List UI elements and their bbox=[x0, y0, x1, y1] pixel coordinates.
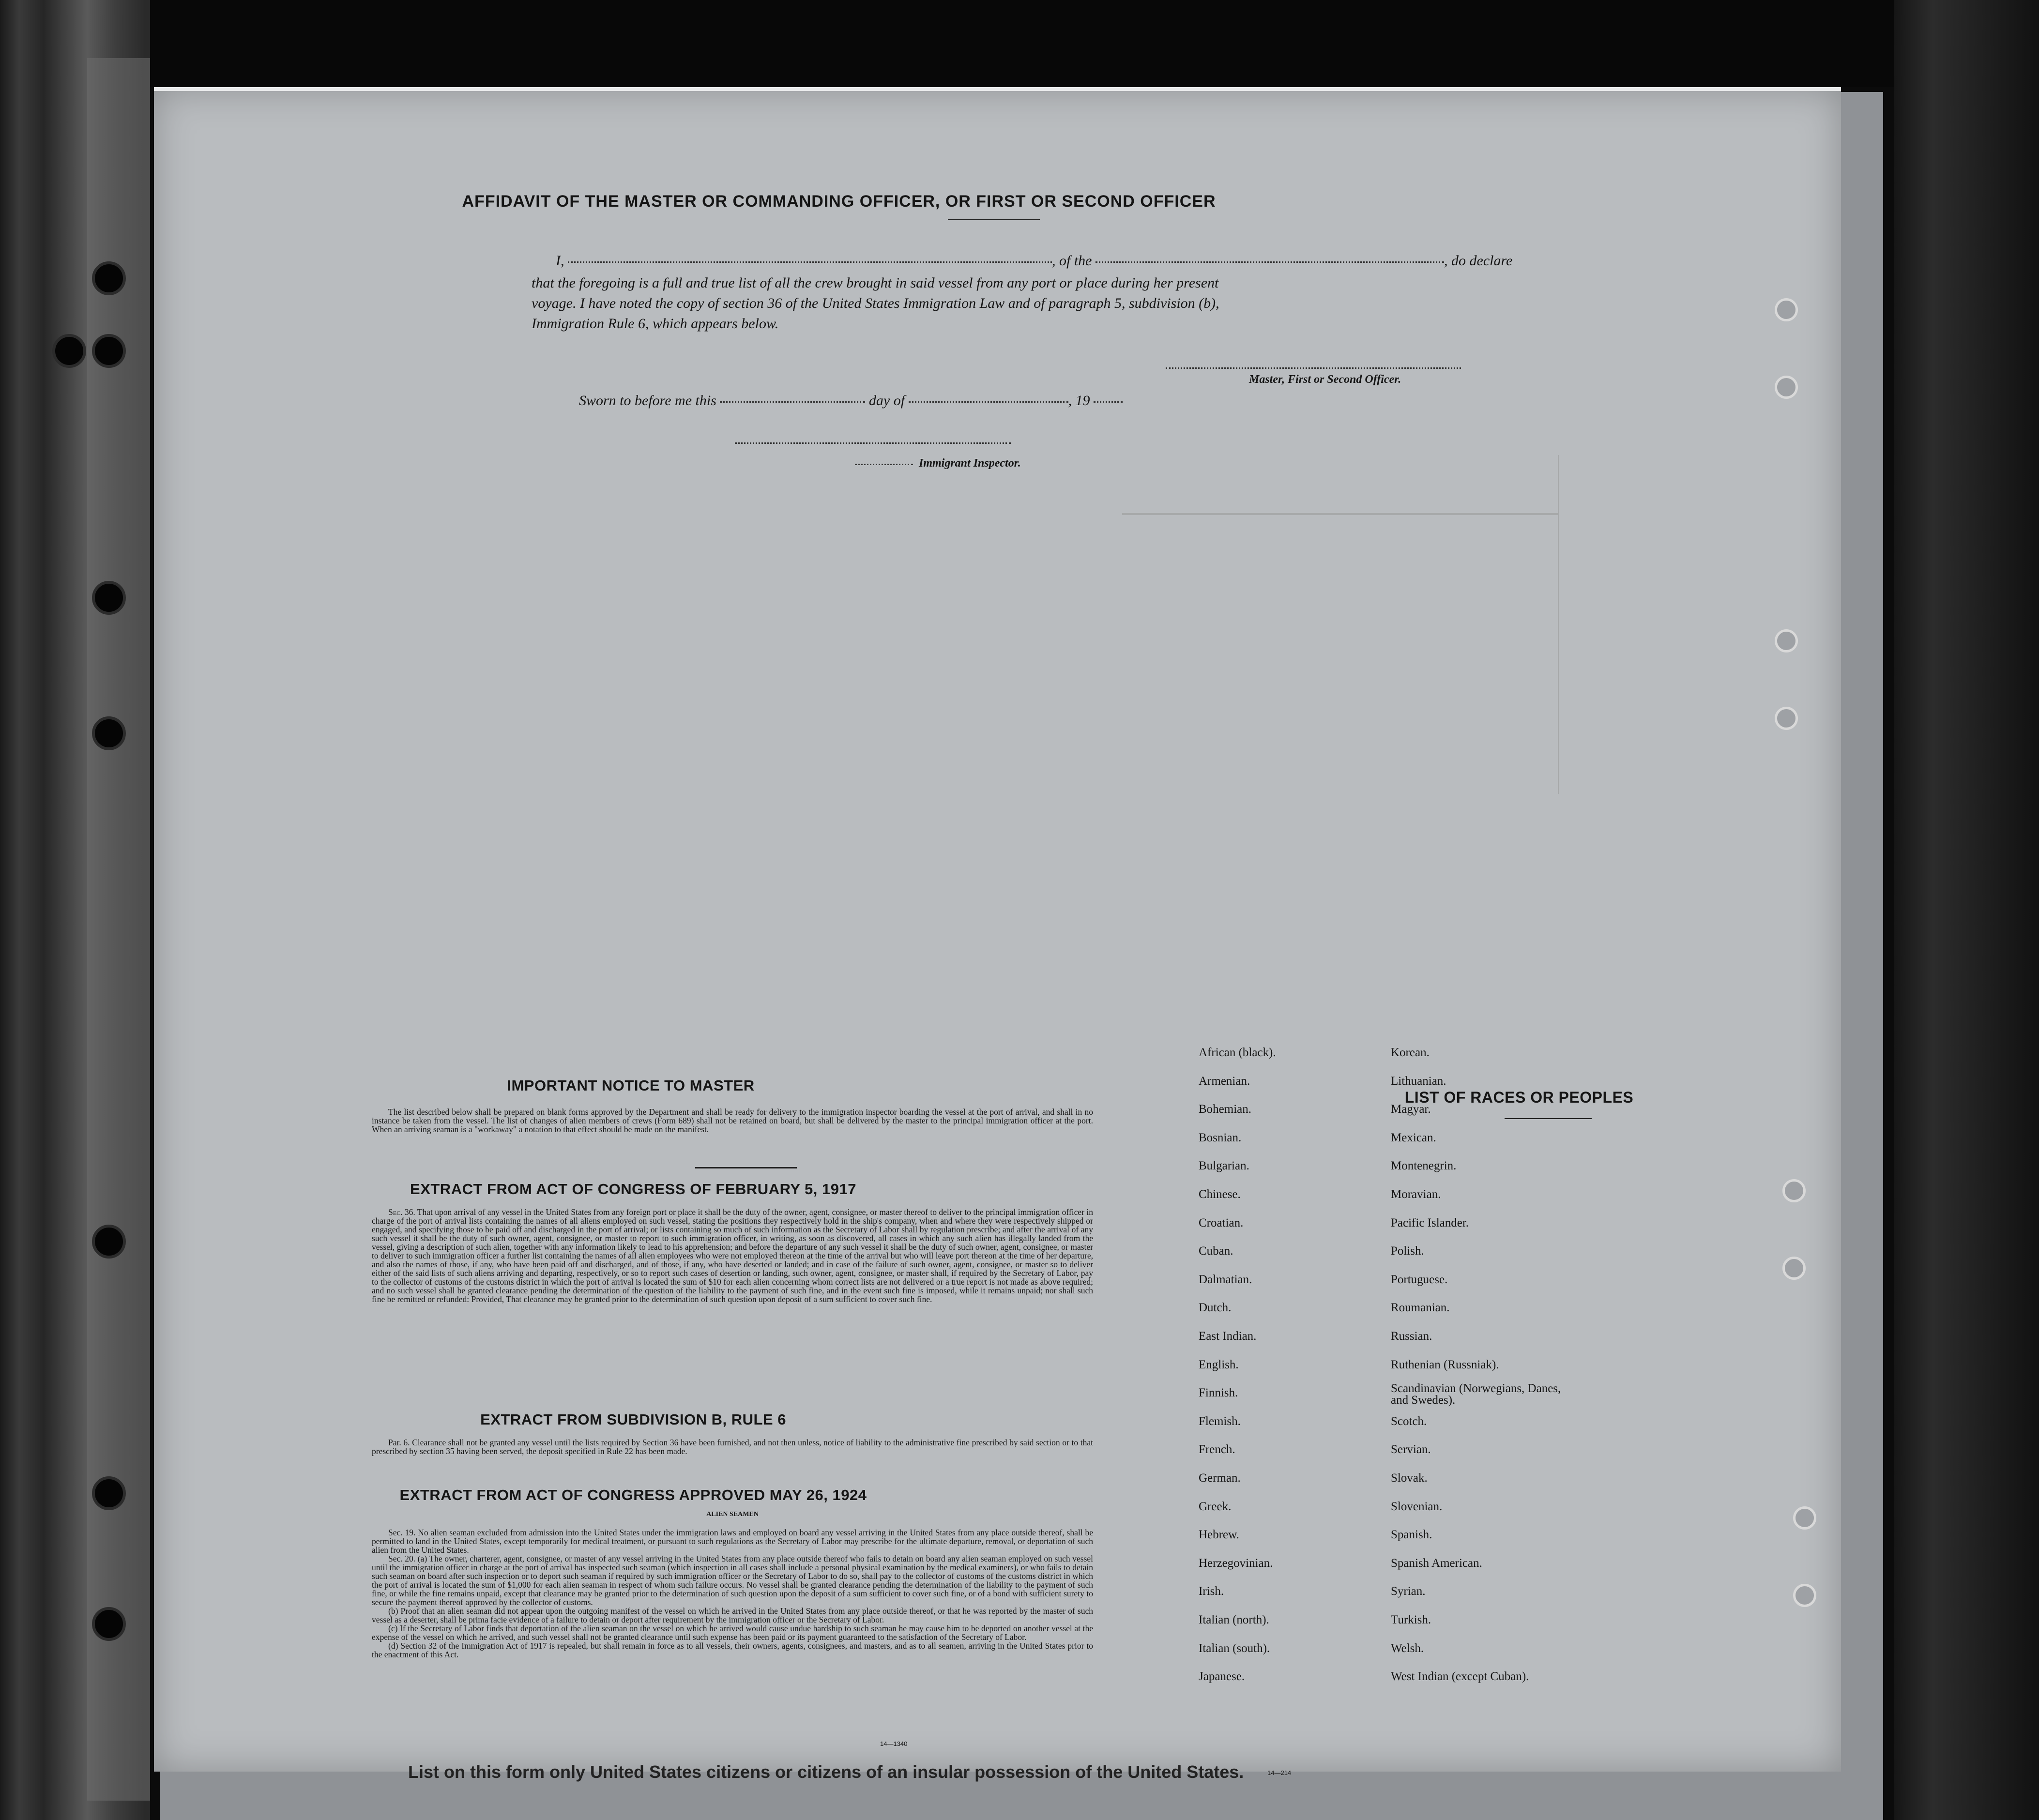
race-item: German. bbox=[1199, 1471, 1241, 1485]
vessel-of-label: , of the bbox=[1052, 253, 1092, 269]
binder-hole bbox=[92, 261, 126, 295]
sec-20c-paragraph: (c) If the Secretary of Labor finds that deportation of the alien seaman on the vessel on which he arrived would cause undue hardship to such seaman he may cause him to be deported on another vessel at the expense of the vessel on which he arrived, and such vessel shall not be granted clearance until such expense has been paid or its payment guaranteed to the satisfaction of the Secretary of Labor. bbox=[372, 1623, 1093, 1642]
affidavit-body-2: voyage. I have noted the copy of section 36 of the United States Immigration Law and of paragraph 5, subdivision (b), bbox=[532, 295, 1219, 311]
section-rule bbox=[695, 1167, 797, 1168]
section-36-label: Sec. 36. bbox=[388, 1207, 415, 1217]
race-item: West Indian (except Cuban). bbox=[1391, 1670, 1529, 1684]
punch-hole bbox=[1775, 298, 1798, 321]
top-edge bbox=[0, 0, 2039, 87]
race-item: Pacific Islander. bbox=[1391, 1216, 1469, 1229]
races-title: LIST OF RACES OR PEOPLES bbox=[1404, 1089, 1634, 1106]
affidavit-body-3: Immigration Rule 6, which appears below. bbox=[532, 316, 779, 332]
race-item: Ruthenian (Russniak). bbox=[1391, 1358, 1499, 1371]
section-36-text: That upon arrival of any vessel in the United States from any foreign port or place it shall be the duty of the owner, agent, consignee, or master thereof to deliver to the principal immigration officer in charge of the port of arrival lists containing the names of all aliens employed on such vessel, stating the positions they respectively hold in the ship's company, when and where they were respectively shipped or engaged, and specifying those to be paid off and discharged in the port of arrival; or lists containing so much of such information as the Secretary of Labor shall by regulation prescribe; and after the arrival of any such vessel it shall be the duty of such owner, agent, consignee, or master to report to such immigration officer, in writing, as soon as discovered, all cases in which any such alien has illegally landed from the vessel, giving a description of such alien, together with any information likely to lead to his apprehension; and before the departure of any such vessel it shall be the duty of such owner, agent, consignee, or master to deliver to such immigration officer a further list containing the names of all alien employees who were not employed thereon at the time of the arrival but who will leave port thereon at the time of her departure, and also the names of those, if any, who have been paid off and discharged, and of those, if any, who have deserted or landed; and in case of the failure of such owner, agent, consignee, or master so to deliver either of the said lists of such aliens arriving and departing, respectively, or so to report such cases of desertion or landing, such owner, agent, consignee, or master shall, if required by the Secretary of Labor, pay to the collector of customs of the customs district in which the port of arrival is located the sum of $10 for each alien concerning whom correct lists are not delivered or a true report is not made as above required; and no such vessel shall be granted clearance pending the determination of the question of the liability to the payment of such fine, and in the event such fine is imposed, while it remains unpaid; nor shall such fine be remitted or refunded: Provided, That clearance may be granted prior to the determination of such question upon deposit of a sum sufficient to cover such fine. bbox=[372, 1207, 1093, 1304]
race-item: Hebrew. bbox=[1199, 1528, 1239, 1542]
race-item: Russian. bbox=[1391, 1330, 1432, 1343]
binder-hole bbox=[92, 581, 126, 615]
punch-hole bbox=[1775, 629, 1798, 652]
race-item: Dutch. bbox=[1199, 1301, 1232, 1315]
sworn-line bbox=[579, 390, 1257, 411]
title-rule bbox=[948, 219, 1040, 220]
punch-hole bbox=[1782, 1179, 1806, 1202]
extract-rule6-text bbox=[372, 1438, 1093, 1456]
race-item: East Indian. bbox=[1199, 1330, 1257, 1343]
race-item: Dalmatian. bbox=[1199, 1273, 1252, 1286]
race-item: English. bbox=[1199, 1358, 1239, 1371]
race-item: Slovak. bbox=[1391, 1471, 1428, 1485]
race-item: Roumanian. bbox=[1391, 1301, 1450, 1315]
race-item: Herzegovinian. bbox=[1199, 1556, 1273, 1570]
race-item: African (black). bbox=[1199, 1046, 1276, 1059]
declare-label: , do declare bbox=[1444, 253, 1513, 269]
declaration-line bbox=[556, 250, 1621, 272]
binder-hole bbox=[92, 1476, 126, 1510]
rule6-paragraph: Par. 6. Clearance shall not be granted any vessel until the lists required by Section 36 have been furnished, and not then unless, notice of liability to the administrative fine prescribed by said section or to that prescribed by section 35 having been served, the deposit specified in Rule 22 has been made. bbox=[372, 1438, 1093, 1456]
race-item: Magyar. bbox=[1391, 1103, 1431, 1116]
inspector-label: Immigrant Inspector. bbox=[919, 457, 1021, 470]
race-item: Spanish American. bbox=[1391, 1556, 1482, 1570]
race-item: Flemish. bbox=[1199, 1414, 1241, 1428]
race-item: Servian. bbox=[1391, 1443, 1431, 1456]
vessel-name-field[interactable] bbox=[1096, 261, 1444, 263]
sheet-edge bbox=[154, 87, 1841, 91]
extract-rule6-title: EXTRACT FROM SUBDIVISION B, RULE 6 bbox=[480, 1411, 786, 1428]
declarant-name-field[interactable] bbox=[568, 261, 1052, 263]
race-item: Lithuanian. bbox=[1391, 1074, 1446, 1088]
footer-form-number: 14—214 bbox=[1267, 1769, 1292, 1776]
right-page-edge bbox=[1894, 0, 2039, 1820]
sworn-month-field[interactable] bbox=[909, 401, 1068, 403]
race-item: Croatian. bbox=[1199, 1216, 1244, 1229]
alien-seamen-subtitle: ALIEN SEAMEN bbox=[706, 1511, 759, 1518]
race-item: Greek. bbox=[1199, 1500, 1232, 1513]
race-item: Chinese. bbox=[1199, 1188, 1241, 1201]
binder-hole bbox=[92, 1607, 126, 1641]
race-item: Scotch. bbox=[1391, 1414, 1427, 1428]
race-item: Scandinavian (Norwegians, Danes, and Swedes). bbox=[1391, 1382, 1561, 1407]
extract-1924-title: EXTRACT FROM ACT OF CONGRESS APPROVED MAY 26, 1924 bbox=[399, 1486, 867, 1503]
race-item: Slovenian. bbox=[1391, 1500, 1443, 1513]
extract-1917-text bbox=[372, 1208, 1093, 1304]
punch-hole bbox=[1793, 1584, 1816, 1607]
notice-form-number: 14—1340 bbox=[880, 1740, 908, 1747]
punch-hole bbox=[1793, 1506, 1816, 1530]
manifest-sheet bbox=[154, 87, 1841, 1782]
race-item: Syrian. bbox=[1391, 1585, 1426, 1598]
race-item: Turkish. bbox=[1391, 1613, 1431, 1626]
sec-20b-paragraph: (b) Proof that an alien seaman did not appear upon the outgoing manifest of the vessel on which he arrived in the United States from any place outside thereof, or that he was reported by the master of such vessel as a deserter, shall be prima facie evidence of a failure to detain or deport after requirement by the immigration officer or the Secretary of Labor. bbox=[372, 1606, 1093, 1624]
sec-20a-paragraph: Sec. 20. (a) The owner, charterer, agent, consignee, or master of any vessel arriving in the United States from any place outside thereof who fails to detain on board any alien seaman employed on such vessel until the immigration officer in charge at the port of arrival has inspected such seaman (which inspection in all cases shall include a personal physical examination by the medical examiners), or who fails to detain such seaman on board after such inspection or to deport such seaman if required by such immigration officer or the Secretary of Labor to do so, shall pay to the collector of customs of the customs district in which the port of arrival is located the sum of $1,000 for each alien seaman in respect of whom such failure occurs. No vessel shall be granted clearance pending the determination of the liability to the payment of such fine, or while the fine remains unpaid, except that clearance may be granted prior to the determination of such question upon the deposit of a sum sufficient to cover such fine, or of a bond with sufficient surety to secure the payment thereof approved by the collector of customs. bbox=[372, 1554, 1093, 1607]
race-item: Italian (north). bbox=[1199, 1613, 1269, 1626]
race-item: Japanese. bbox=[1199, 1670, 1245, 1684]
sworn-year-field[interactable] bbox=[1094, 401, 1123, 403]
binder-hole bbox=[92, 334, 126, 368]
race-item: Bosnian. bbox=[1199, 1131, 1242, 1144]
notice-title: IMPORTANT NOTICE TO MASTER bbox=[507, 1077, 755, 1094]
race-item: Mexican. bbox=[1391, 1131, 1436, 1144]
race-item: Spanish. bbox=[1391, 1528, 1432, 1542]
declarant-label: I, bbox=[556, 253, 564, 269]
sworn-day-field[interactable] bbox=[720, 401, 865, 403]
master-signature-label: Master, First or Second Officer. bbox=[1249, 373, 1401, 386]
bleed-through bbox=[1558, 455, 1578, 794]
race-item: Bohemian. bbox=[1199, 1103, 1252, 1116]
footer-notice: List on this form only United States citizens or citizens of an insular possession of the United States. bbox=[408, 1762, 1244, 1782]
race-item: Korean. bbox=[1391, 1046, 1430, 1059]
notice-text bbox=[372, 1107, 1093, 1134]
affidavit-title: AFFIDAVIT OF THE MASTER OR COMMANDING OFFICER, OR FIRST OR SECOND OFFICER bbox=[462, 192, 1216, 211]
race-item: Irish. bbox=[1199, 1585, 1224, 1598]
sworn-label: Sworn to before me this bbox=[579, 393, 716, 409]
extract-1917-title: EXTRACT FROM ACT OF CONGRESS OF FEBRUARY 5, 1917 bbox=[410, 1181, 856, 1198]
notice-paragraph: The list described below shall be prepared on blank forms approved by the Department and shall be ready for delivery to the immigration inspector boarding the vessel at the port of arrival, and shall in no instance be taken from the vessel. The list of changes of alien members of crews (Form 689) shall not be retained on board, but shall be delivered by the master to the principal immigration officer at the port. When an arriving seaman is a "workaway" a notation to that effect should be made on the manifest. bbox=[372, 1107, 1093, 1134]
race-item: Bulgarian. bbox=[1199, 1159, 1249, 1173]
affidavit-body-1: that the foregoing is a full and true list of all the crew brought in said vessel from any port or place during her present bbox=[532, 275, 1219, 291]
inspector-dots bbox=[855, 464, 913, 465]
binder-strip-inner bbox=[87, 58, 150, 1801]
race-item: Welsh. bbox=[1391, 1641, 1424, 1655]
binder-hole bbox=[52, 334, 86, 368]
punch-hole bbox=[1775, 376, 1798, 399]
race-item: Italian (south). bbox=[1199, 1641, 1270, 1655]
bleed-through bbox=[1122, 513, 1558, 515]
binder-hole bbox=[92, 1225, 126, 1259]
race-item: Armenian. bbox=[1199, 1074, 1250, 1088]
extract-1924-text bbox=[372, 1528, 1093, 1659]
race-item: Portuguese. bbox=[1391, 1273, 1448, 1286]
sec-20d-paragraph: (d) Section 32 of the Immigration Act of 1917 is repealed, but shall remain in force as to all vessels, their owners, agents, consignees, and masters, and as to all seamen, arriving in the United States prior to the enactment of this Act. bbox=[372, 1641, 1093, 1659]
day-of-label: day of bbox=[868, 393, 905, 409]
binder-hole bbox=[92, 716, 126, 750]
punch-hole bbox=[1782, 1257, 1806, 1280]
inspector-signature-field[interactable] bbox=[735, 442, 1011, 444]
race-item: Finnish. bbox=[1199, 1386, 1238, 1400]
race-item: Moravian. bbox=[1391, 1188, 1441, 1201]
race-item: Montenegrin. bbox=[1391, 1159, 1457, 1173]
races-rule bbox=[1505, 1118, 1592, 1119]
race-item: Polish. bbox=[1391, 1244, 1424, 1258]
punch-hole bbox=[1775, 707, 1798, 730]
sec-19-paragraph: Sec. 19. No alien seaman excluded from admission into the United States under the immigration laws and employed on board any vessel arriving in the United States from any place outside thereof, shall be permitted to land in the United States, except temporarily for medical treatment, or pursuant to such regulations as the Secretary of Labor may prescribe for the ultimate departure, removal, or deportation of such alien from the United States. bbox=[372, 1528, 1093, 1555]
race-item: French. bbox=[1199, 1443, 1235, 1456]
race-item: Cuban. bbox=[1199, 1244, 1233, 1258]
year-label: , 19 bbox=[1068, 393, 1090, 409]
